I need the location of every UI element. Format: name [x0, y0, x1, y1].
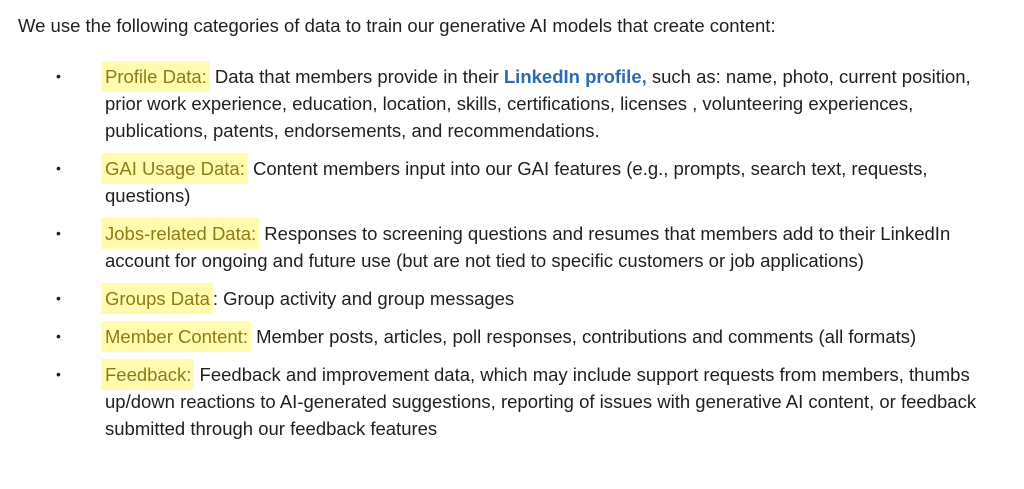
list-item-feedback — [0, 361, 1024, 442]
highlighted-label: Member Content: — [101, 321, 251, 352]
item-text: Content members input into our GAI features (e.g., prompts, search text, requests, questions) — [105, 158, 928, 206]
highlighted-label: Profile Data: — [101, 61, 210, 92]
list-item-member-content — [0, 323, 1024, 350]
item-text: Member posts, articles, poll responses, contributions and comments (all formats) — [250, 326, 917, 347]
list-item-gai-usage-data — [0, 155, 1024, 209]
list-item-groups-data — [0, 285, 1024, 312]
highlighted-label: GAI Usage Data: — [101, 153, 248, 184]
item-text: Data that members provide in their — [209, 66, 504, 87]
linkedin-profile-link[interactable]: LinkedIn profile, — [503, 66, 647, 87]
highlighted-label: Feedback: — [101, 359, 194, 390]
item-text: Feedback and improvement data, which may include support requests from members, thumbs up/down reactions to AI-generated suggestions, reporting of issues with generative AI content, or feedback submitted through our feedback features — [105, 364, 977, 439]
list-item-profile-data — [0, 63, 1024, 144]
data-categories-list — [0, 63, 1024, 453]
item-text: : Group activity and group messages — [212, 288, 515, 309]
item-text: such as: name, photo, current position, prior work experience, education, location, skills, certifications, licenses , volunteering experiences, publications, patents, endorsements, and recommendations. — [105, 66, 971, 141]
item-text: Responses to screening questions and resumes that members add to their LinkedIn account for ongoing and future use (but are not tied to specific customers or job applications) — [105, 223, 951, 271]
list-item-jobs-related-data — [0, 220, 1024, 274]
highlighted-label: Groups Data — [101, 283, 213, 314]
intro-paragraph: We use the following categories of data to train our generative AI models that create content: — [18, 15, 776, 36]
highlighted-label: Jobs-related Data: — [101, 218, 259, 249]
